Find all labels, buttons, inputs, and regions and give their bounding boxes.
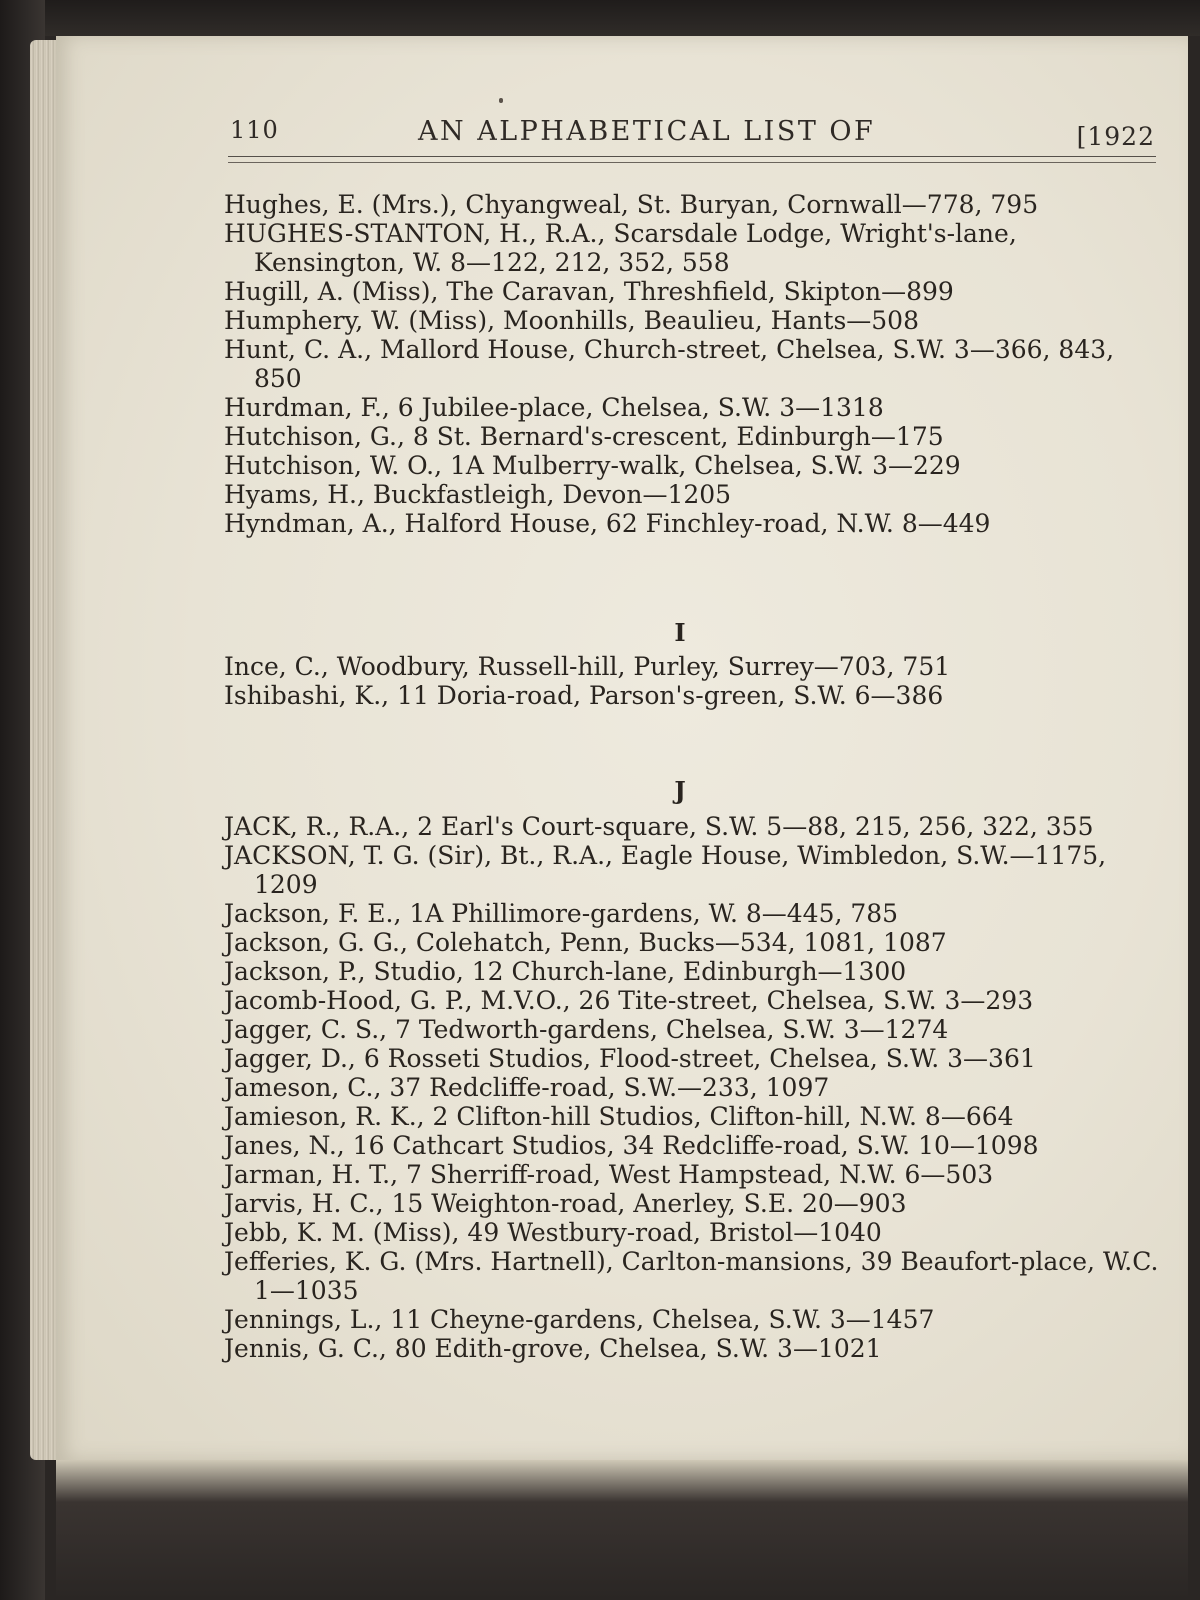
- running-title: AN ALPHABETICAL LIST OF: [418, 116, 876, 147]
- page-mark: [499, 98, 503, 103]
- list-entry: Jennings, L., 11 Cheyne-gardens, Chelsea, S.W. 3—1457: [224, 1305, 935, 1334]
- list-entry: Jackson, F. E., 1A Phillimore-gardens, W. 8—445, 785: [224, 899, 899, 928]
- list-entry: Jennis, G. C., 80 Edith-grove, Chelsea, S.W. 3—1021: [224, 1334, 882, 1363]
- list-entry: Jameson, C., 37 Redcliffe-road, S.W.—233, 1097: [224, 1073, 830, 1102]
- page-number: 110: [230, 116, 279, 144]
- header-rule-bottom: [228, 162, 1156, 163]
- list-entry: Jackson, P., Studio, 12 Church-lane, Edinburgh—1300: [224, 957, 907, 986]
- list-entry: Janes, N., 16 Cathcart Studios, 34 Redcliffe-road, S.W. 10—1098: [224, 1131, 1039, 1160]
- list-entry: Humphery, W. (Miss), Moonhills, Beaulieu, Hants—508: [224, 306, 919, 335]
- list-entry: Hughes, E. (Mrs.), Chyangweal, St. Buryan, Cornwall—778, 795: [224, 190, 1039, 219]
- background-top: [0, 0, 1200, 36]
- running-header: [230, 112, 1155, 162]
- section-letter-j: J: [674, 776, 686, 805]
- list-entry: Hurdman, F., 6 Jubilee-place, Chelsea, S.W. 3—1318: [224, 393, 884, 422]
- list-entry: Hutchison, W. O., 1A Mulberry-walk, Chelsea, S.W. 3—229: [224, 451, 961, 480]
- list-entry: Hunt, C. A., Mallord House, Church-street, Chelsea, S.W. 3—366, 843, 850: [224, 335, 1115, 393]
- list-entry: Jackson, G. G., Colehatch, Penn, Bucks—534, 1081, 1087: [224, 928, 947, 957]
- header-rule-top: [228, 156, 1156, 157]
- list-entry: Jamieson, R. K., 2 Clifton-hill Studios, Clifton-hill, N.W. 8—664: [224, 1102, 1014, 1131]
- list-entry: JACKSON, T. G. (Sir), Bt., R.A., Eagle House, Wimbledon, S.W.—1175, 1209: [224, 841, 1107, 899]
- section-letter-i: I: [674, 618, 686, 647]
- list-entry: Jagger, C. S., 7 Tedworth-gardens, Chelsea, S.W. 3—1274: [224, 1015, 949, 1044]
- list-entry: Hutchison, G., 8 St. Bernard's-crescent, Edinburgh—175: [224, 422, 944, 451]
- list-entry: Jarvis, H. C., 15 Weighton-road, Anerley, S.E. 20—903: [224, 1189, 907, 1218]
- list-entry: JACK, R., R.A., 2 Earl's Court-square, S.W. 5—88, 215, 256, 322, 355: [224, 812, 1094, 841]
- list-entry: Ince, C., Woodbury, Russell-hill, Purley, Surrey—703, 751: [224, 652, 951, 681]
- section-i: [224, 652, 1164, 710]
- list-entry: Jarman, H. T., 7 Sherriff-road, West Hampstead, N.W. 6—503: [224, 1160, 994, 1189]
- section-h: [224, 190, 1164, 538]
- list-entry: Hyams, H., Buckfastleigh, Devon—1205: [224, 480, 732, 509]
- page-bottom-shadow: [56, 1460, 1188, 1600]
- list-entry: Jacomb-Hood, G. P., M.V.O., 26 Tite-street, Chelsea, S.W. 3—293: [224, 986, 1034, 1015]
- list-entry: Jebb, K. M. (Miss), 49 Westbury-road, Bristol—1040: [224, 1218, 882, 1247]
- list-entry: Hyndman, A., Halford House, 62 Finchley-road, N.W. 8—449: [224, 509, 991, 538]
- list-entry: Ishibashi, K., 11 Doria-road, Parson's-green, S.W. 6—386: [224, 681, 944, 710]
- list-entry: HUGHES-STANTON, H., R.A., Scarsdale Lodge, Wright's-lane, Kensington, W. 8—122, 212, 352, 558: [224, 219, 1017, 277]
- list-entry: Jefferies, K. G. (Mrs. Hartnell), Carlton-mansions, 39 Beaufort-place, W.C. 1—1035: [224, 1247, 1159, 1305]
- section-j: [224, 812, 1164, 1363]
- year-marker: [1922: [1076, 122, 1155, 151]
- list-entry: Jagger, D., 6 Rosseti Studios, Flood-street, Chelsea, S.W. 3—361: [224, 1044, 1036, 1073]
- list-entry: Hugill, A. (Miss), The Caravan, Threshfield, Skipton—899: [224, 277, 954, 306]
